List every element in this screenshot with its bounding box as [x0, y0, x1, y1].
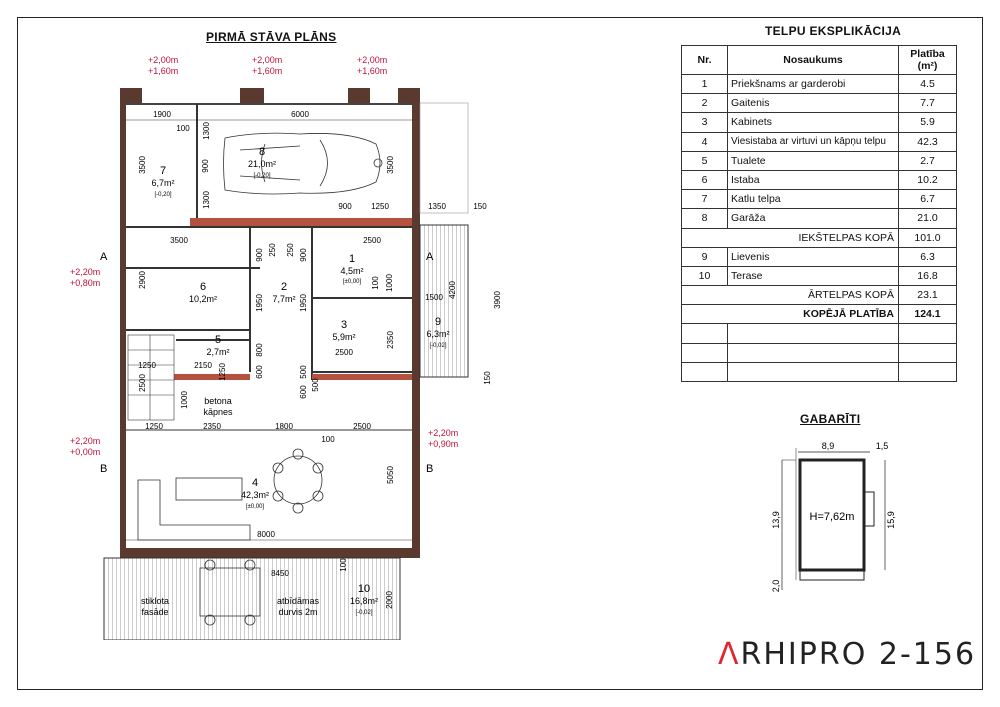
wall-right: [412, 103, 420, 558]
gab-height: H=7,62m: [809, 511, 855, 523]
header-name: Nosaukums: [728, 46, 899, 75]
room-number: 2: [280, 281, 288, 293]
room-level: [-0,02]: [429, 343, 447, 349]
cell-area: 42.3: [899, 132, 957, 151]
cell-nr: 7: [682, 190, 728, 209]
facade-label: stiklota: [140, 596, 170, 606]
outdoor-total-row: [682, 286, 957, 305]
dim-text: 2500: [335, 348, 353, 357]
room-area: 16,8m²: [349, 596, 379, 606]
logo-rest: RHIPRO 2-156: [740, 637, 977, 672]
floor-plan: [60, 50, 520, 640]
dim-text: 800: [255, 343, 264, 357]
partitions: [126, 104, 412, 430]
gabariti-title: GABARĪTI: [800, 412, 861, 426]
doors-label: atbīdāmas: [276, 596, 320, 606]
empty-row: [682, 343, 957, 362]
table-row: [682, 113, 957, 132]
dim-text: 4200: [448, 281, 457, 299]
empty-cell: [728, 324, 899, 343]
room-area: 10,2m²: [188, 294, 218, 304]
empty-row: [682, 362, 957, 381]
room-number: 1: [348, 253, 356, 265]
cell-nr: 2: [682, 94, 728, 113]
staircase: [128, 335, 174, 420]
cell-name: Gaitenis: [728, 94, 899, 113]
cell-name: Lievenis: [728, 247, 899, 266]
room-number: 10: [357, 583, 371, 595]
empty-cell: [728, 343, 899, 362]
level-mark: +2,20m: [428, 428, 459, 438]
table-header-row: [682, 46, 957, 75]
outdoor-total-label: ĀRTELPAS KOPĀ: [682, 286, 899, 305]
cell-nr: 3: [682, 113, 728, 132]
room-number: 7: [159, 165, 167, 177]
cell-nr: 6: [682, 170, 728, 189]
stairs-label: kāpnes: [203, 407, 233, 417]
grand-total-value: 124.1: [899, 305, 957, 324]
level-mark: +2,00m: [357, 55, 388, 65]
wall-left: [120, 103, 126, 558]
doors-label: durvis 2m: [278, 607, 318, 617]
dim-text: 500: [299, 365, 308, 379]
dim-text: 2500: [353, 422, 371, 431]
cell-name: Garāža: [728, 209, 899, 228]
explication-title: TELPU EKSPLIKĀCIJA: [765, 24, 902, 38]
cell-area: 7.7: [899, 94, 957, 113]
indoor-total-value: 101.0: [899, 228, 957, 247]
dim-text: 2350: [203, 422, 221, 431]
dim-text: 1300: [202, 122, 211, 140]
room-level: [-0,02]: [355, 610, 373, 616]
room-area: 42,3m²: [240, 490, 270, 500]
table-row: [682, 247, 957, 266]
room-area: 7,7m²: [272, 294, 296, 304]
dim-text: 600: [255, 365, 264, 379]
room-number: 8: [258, 146, 266, 158]
level-mark: +1,60m: [252, 66, 283, 76]
wall-corner: [120, 88, 142, 103]
cell-area: 5.9: [899, 113, 957, 132]
facade-label: fasāde: [141, 607, 169, 617]
empty-cell: [682, 362, 728, 381]
garage-canopy: [420, 103, 468, 213]
grand-total-row: [682, 305, 957, 324]
dim-text: 600: [299, 385, 308, 399]
dim-text: 1350: [428, 202, 446, 211]
level-mark: +1,60m: [148, 66, 179, 76]
level-mark: +0,00m: [70, 447, 101, 457]
cell-name: Viesistaba ar virtuvi un kāpņu telpu: [728, 132, 899, 151]
room-number: 6: [199, 281, 207, 293]
empty-cell: [728, 362, 899, 381]
level-mark: +2,00m: [148, 55, 179, 65]
dim-text: 100: [339, 558, 348, 572]
dim-text: 1950: [255, 294, 264, 312]
header-area: Platība (m²): [899, 46, 957, 75]
table-row: [682, 94, 957, 113]
table-row: [682, 151, 957, 170]
dim-text: 900: [201, 159, 210, 173]
room-level: [±0,00]: [245, 504, 265, 510]
dim-text: 1000: [385, 274, 394, 292]
dining-table: [273, 449, 323, 513]
logo-prefix: Λ: [718, 637, 741, 672]
wall-bottom: [120, 548, 420, 558]
cell-area: 6.3: [899, 247, 957, 266]
empty-cell: [899, 343, 957, 362]
gab-depth-full: 15,9: [886, 511, 896, 529]
cell-name: Priekšnams ar garderobi: [728, 75, 899, 94]
dim-text: 3500: [138, 156, 147, 174]
dim-text: 150: [473, 202, 487, 211]
wall-pier: [240, 88, 264, 103]
dim-text: 3500: [170, 236, 188, 245]
cell-area: 2.7: [899, 151, 957, 170]
level-mark: +2,20m: [70, 436, 101, 446]
dim-text: 2350: [386, 331, 395, 349]
dim-text: 8000: [257, 530, 275, 539]
dim-text: 2900: [138, 271, 147, 289]
dim-text: 1900: [153, 110, 171, 119]
dim-text: 1000: [180, 391, 189, 409]
gab-width: 8,9: [821, 441, 835, 451]
grand-total-label: KOPĒJĀ PLATĪBA: [682, 305, 899, 324]
dim-text: 1250: [138, 361, 156, 370]
gab-extra: 2,0: [771, 579, 781, 593]
cell-area: 10.2: [899, 170, 957, 189]
outdoor-total-value: 23.1: [899, 286, 957, 305]
indoor-total-label: IEKŠTELPAS KOPĀ: [682, 228, 899, 247]
dim-text: 3900: [493, 291, 502, 309]
dim-text: 250: [268, 243, 277, 257]
cell-name: Terase: [728, 266, 899, 285]
table-row: [682, 75, 957, 94]
empty-row: [682, 324, 957, 343]
cell-area: 16.8: [899, 266, 957, 285]
room-area: 2,7m²: [206, 347, 230, 357]
gab-ext: 1,5: [875, 441, 889, 451]
room-level: [-0,20]: [253, 173, 271, 179]
room-area: 5,9m²: [332, 332, 356, 342]
table-row: [682, 170, 957, 189]
dim-text: 2500: [138, 374, 147, 392]
dim-text: 250: [286, 243, 295, 257]
cell-nr: 8: [682, 209, 728, 228]
dim-text: 2000: [385, 591, 394, 609]
room-number: 5: [214, 334, 222, 346]
room-area: 21,0m²: [247, 159, 277, 169]
plan-title: PIRMĀ STĀVA PLĀNS: [206, 30, 337, 44]
cell-name: Istaba: [728, 170, 899, 189]
room-level: [±0,00]: [342, 279, 362, 285]
dim-text: 3500: [386, 156, 395, 174]
section-mark: A: [100, 251, 108, 263]
cell-nr: 4: [682, 132, 728, 151]
empty-cell: [899, 362, 957, 381]
room-labels: [141, 146, 450, 617]
dim-text: 1250: [371, 202, 389, 211]
dim-text: 100: [176, 124, 190, 133]
level-mark: +0,80m: [70, 278, 101, 288]
cell-name: Kabinets: [728, 113, 899, 132]
dim-text: 900: [255, 248, 264, 262]
header-nr: Nr.: [682, 46, 728, 75]
dim-text: 900: [299, 248, 308, 262]
level-mark: +0,90m: [428, 439, 459, 449]
dim-text: 1250: [218, 363, 227, 381]
table-row: [682, 209, 957, 228]
room-number: 3: [340, 319, 348, 331]
dim-text: 1950: [299, 294, 308, 312]
wall-corner: [398, 88, 420, 103]
room-area: 6,3m²: [426, 329, 450, 339]
dim-text: 1500: [425, 293, 443, 302]
dim-text: 500: [311, 378, 320, 392]
indoor-total-row: [682, 228, 957, 247]
empty-cell: [899, 324, 957, 343]
room-number: 9: [434, 316, 442, 328]
cell-area: 4.5: [899, 75, 957, 94]
dim-text: 8450: [271, 569, 289, 578]
level-mark: +2,20m: [70, 267, 101, 277]
section-mark: A: [426, 251, 434, 263]
stairs-label: betona: [204, 396, 232, 406]
explication-table: [681, 45, 957, 382]
dim-text: 6000: [291, 110, 309, 119]
dim-text: 2150: [194, 361, 212, 370]
cell-name: Katlu telpa: [728, 190, 899, 209]
dim-text: 100: [321, 435, 335, 444]
table-row: [682, 132, 957, 151]
dim-text: 900: [338, 202, 352, 211]
wall-top: [126, 103, 412, 105]
cell-area: 21.0: [899, 209, 957, 228]
dim-text: 1800: [275, 422, 293, 431]
cell-nr: 9: [682, 247, 728, 266]
empty-cell: [682, 324, 728, 343]
dim-text: 2500: [363, 236, 381, 245]
section-mark: B: [426, 463, 434, 475]
cell-name: Tualete: [728, 151, 899, 170]
gabariti-diagram: [760, 430, 910, 600]
room-area: 4,5m²: [340, 266, 364, 276]
garage-wall: [190, 218, 412, 227]
cell-nr: 1: [682, 75, 728, 94]
kitchen-wall: [312, 374, 412, 380]
stair-wall: [174, 374, 250, 380]
section-mark: B: [100, 463, 108, 475]
sofa: [138, 478, 250, 540]
room-level: [-0,20]: [154, 192, 172, 198]
table-row: [682, 266, 957, 285]
level-mark: +1,60m: [357, 66, 388, 76]
gab-depth: 13,9: [771, 511, 781, 529]
dim-text: 100: [371, 276, 380, 290]
dim-text: 1250: [145, 422, 163, 431]
dim-text: 1300: [202, 191, 211, 209]
brand-logo: [718, 637, 976, 672]
cell-area: 6.7: [899, 190, 957, 209]
room-number: 4: [251, 477, 259, 489]
dim-text: 150: [483, 371, 492, 385]
empty-cell: [682, 343, 728, 362]
wall-pier: [348, 88, 370, 103]
dim-text: 5050: [386, 466, 395, 484]
cell-nr: 10: [682, 266, 728, 285]
cell-nr: 5: [682, 151, 728, 170]
room-area: 6,7m²: [151, 178, 175, 188]
table-row: [682, 190, 957, 209]
level-mark: +2,00m: [252, 55, 283, 65]
